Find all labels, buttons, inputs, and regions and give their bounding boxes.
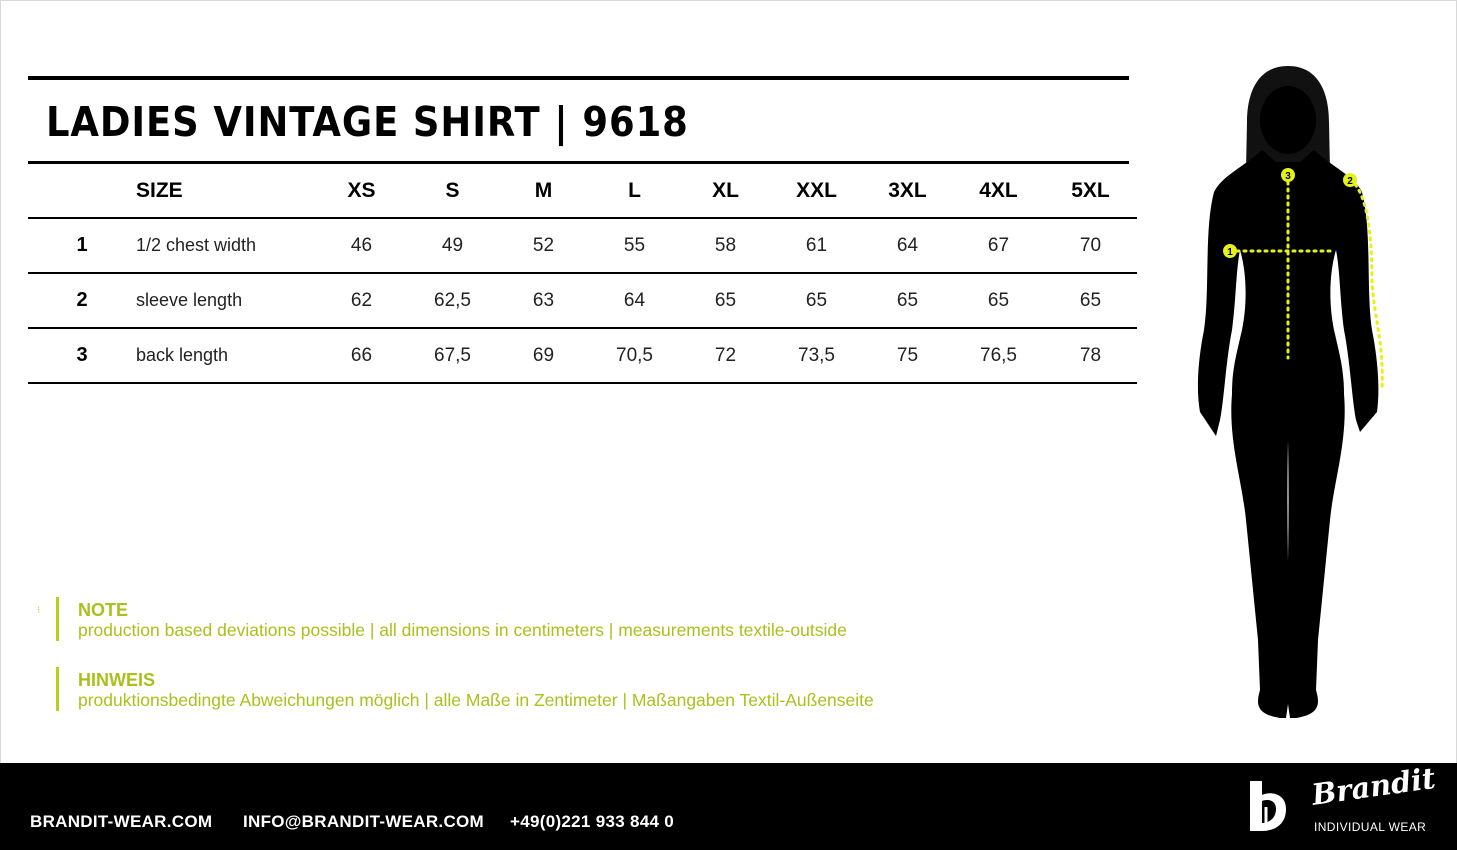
measurement-label: back length bbox=[136, 328, 316, 383]
table-cell: 65 bbox=[953, 273, 1044, 328]
note-block-en bbox=[78, 600, 847, 641]
page-title: LADIES VINTAGE SHIRT | 9618 bbox=[46, 98, 689, 146]
table-cell: 70,5 bbox=[589, 328, 680, 383]
footer-email-link[interactable]: INFO@BRANDIT-WEAR.COM bbox=[243, 812, 485, 831]
size-col-xl: XL bbox=[680, 164, 771, 218]
table-cell: 70 bbox=[1044, 218, 1137, 273]
row-number: 2 bbox=[28, 273, 136, 328]
size-col-s: S bbox=[407, 164, 498, 218]
row-number-header bbox=[28, 164, 136, 218]
note-block-de bbox=[78, 670, 874, 711]
hinweis-heading: HINWEIS bbox=[78, 670, 156, 690]
hinweis-text: produktionsbedingte Abweichungen möglich | alle Maße in Zentimeter | Maßangaben Textil-Außenseite bbox=[78, 690, 874, 710]
brandit-script-logo: Brandit bbox=[1309, 760, 1438, 812]
table-cell: 66 bbox=[316, 328, 407, 383]
size-col-xxl: XXL bbox=[771, 164, 862, 218]
table-row-chest-width bbox=[28, 218, 1137, 273]
size-col-m: M bbox=[498, 164, 589, 218]
table-cell: 64 bbox=[862, 218, 953, 273]
table-cell: 65 bbox=[771, 273, 862, 328]
table-cell: 52 bbox=[498, 218, 589, 273]
top-rule bbox=[28, 76, 1129, 80]
measurement-label: sleeve length bbox=[136, 273, 316, 328]
table-cell: 78 bbox=[1044, 328, 1137, 383]
table-cell: 58 bbox=[680, 218, 771, 273]
table-cell: 55 bbox=[589, 218, 680, 273]
table-cell: 73,5 bbox=[771, 328, 862, 383]
brandit-tagline: INDIVIDUAL WEAR bbox=[1314, 820, 1427, 834]
footer-website-link[interactable]: BRANDIT-WEAR.COM bbox=[30, 812, 213, 831]
silhouette-body bbox=[1198, 66, 1378, 718]
table-cell: 62 bbox=[316, 273, 407, 328]
table-cell: 65 bbox=[1044, 273, 1137, 328]
size-col-5xl: 5XL bbox=[1044, 164, 1137, 218]
table-row-sleeve-length bbox=[28, 273, 1137, 328]
table-cell: 46 bbox=[316, 218, 407, 273]
table-cell: 69 bbox=[498, 328, 589, 383]
marker-label-chest: 1 bbox=[1227, 247, 1233, 258]
measurement-label: 1/2 chest width bbox=[136, 218, 316, 273]
table-row-back-length bbox=[28, 328, 1137, 383]
footer-bar bbox=[0, 760, 1457, 850]
hinweis-accent-bar bbox=[56, 667, 59, 711]
table-cell: 65 bbox=[680, 273, 771, 328]
table-cell: 75 bbox=[862, 328, 953, 383]
table-cell: 61 bbox=[771, 218, 862, 273]
footer-phone: +49(0)221 933 844 0 bbox=[510, 812, 675, 831]
table-cell: 67,5 bbox=[407, 328, 498, 383]
table-cell: 67 bbox=[953, 218, 1044, 273]
size-col-l: L bbox=[589, 164, 680, 218]
note-heading: NOTE bbox=[78, 600, 129, 620]
size-header-label: SIZE bbox=[136, 164, 316, 218]
marker-label-back: 3 bbox=[1285, 171, 1291, 182]
body-silhouette-figure bbox=[1190, 62, 1390, 727]
marker-label-sleeve: 2 bbox=[1347, 176, 1353, 187]
note-accent-bar bbox=[56, 597, 59, 641]
table-cell: 62,5 bbox=[407, 273, 498, 328]
size-chart-table bbox=[28, 164, 1137, 384]
table-cell: 76,5 bbox=[953, 328, 1044, 383]
size-col-4xl: 4XL bbox=[953, 164, 1044, 218]
table-cell: 65 bbox=[862, 273, 953, 328]
size-col-xs: XS bbox=[316, 164, 407, 218]
table-cell: 63 bbox=[498, 273, 589, 328]
note-text: production based deviations possible | all dimensions in centimeters | measurements textile-outside bbox=[78, 620, 847, 640]
brandit-b-logo-icon bbox=[1248, 779, 1290, 833]
table-cell: 49 bbox=[407, 218, 498, 273]
size-header-row bbox=[28, 164, 1137, 218]
note-tick-mark: ⁝ bbox=[37, 605, 41, 616]
table-cell: 64 bbox=[589, 273, 680, 328]
table-cell: 72 bbox=[680, 328, 771, 383]
row-number: 1 bbox=[28, 218, 136, 273]
size-col-3xl: 3XL bbox=[862, 164, 953, 218]
row-number: 3 bbox=[28, 328, 136, 383]
